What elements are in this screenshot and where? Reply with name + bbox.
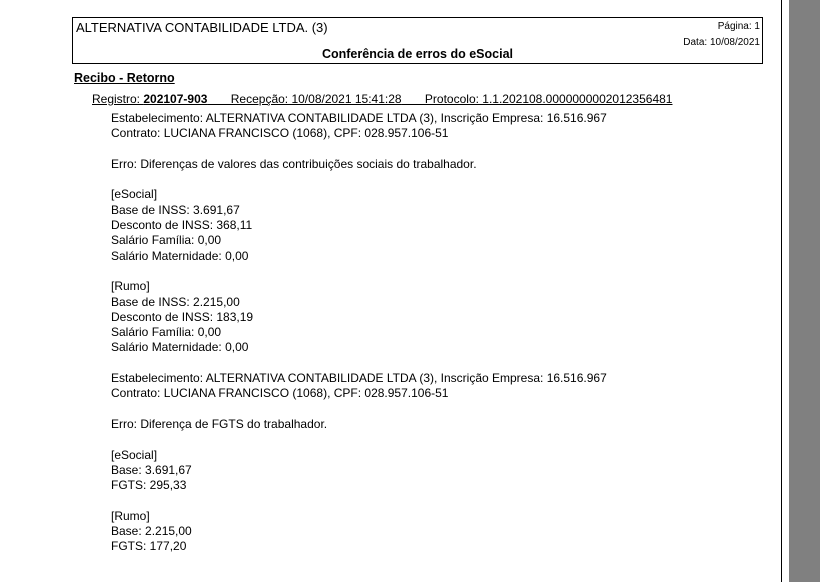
registro-label: Registro: [92, 92, 144, 106]
detail-line: Desconto de INSS: 368,11 [111, 218, 253, 233]
detail-line: Contrato: LUCIANA FRANCISCO (1068), CPF: 028.957.106-51 [111, 386, 449, 401]
section-heading: Recibo - Retorno [74, 71, 175, 85]
detail-line: Salário Maternidade: 0,00 [111, 248, 249, 263]
blank-line [111, 432, 607, 447]
detail-line: [Rumo] [111, 508, 150, 523]
report-title: Conferência de erros do eSocial [321, 47, 514, 61]
detail-line: Salário Família: 0,00 [111, 233, 222, 248]
recepcao-text: Recepção: 10/08/2021 15:41:28 [207, 92, 402, 106]
blank-line [111, 264, 607, 279]
blank-line [111, 493, 607, 508]
detail-line: Base: 3.691,67 [111, 462, 192, 477]
detail-line: Estabelecimento: ALTERNATIVA CONTABILIDADE LTDA (3), Inscrição Empresa: 16.516.967 [111, 111, 607, 125]
error-details [111, 111, 607, 555]
detail-line: Erro: Diferença de FGTS do trabalhador. [111, 416, 328, 431]
detail-line: Desconto de INSS: 183,19 [111, 309, 254, 324]
report-header [72, 17, 763, 64]
report-date: Data: 10/08/2021 [683, 37, 760, 48]
detail-line: Base: 2.215,00 [111, 524, 192, 539]
blank-line [111, 356, 607, 371]
registro-line [92, 92, 672, 106]
detail-line: Base de INSS: 2.215,00 [111, 294, 240, 309]
detail-line: Base de INSS: 3.691,67 [111, 202, 240, 217]
detail-line: Salário Maternidade: 0,00 [111, 340, 249, 355]
protocolo-text: Protocolo: 1.1.202108.0000000002012356481 [401, 92, 673, 106]
blank-line [111, 142, 607, 157]
detail-line: [eSocial] [111, 447, 158, 462]
detail-line: Contrato: LUCIANA FRANCISCO (1068), CPF: 028.957.106-51 [111, 126, 449, 141]
detail-line: [Rumo] [111, 279, 150, 294]
blank-line [111, 402, 607, 417]
detail-line: FGTS: 295,33 [111, 478, 187, 493]
page-number: Página: 1 [717, 21, 760, 32]
detail-line: Estabelecimento: ALTERNATIVA CONTABILIDADE LTDA (3), Inscrição Empresa: 16.516.967 [111, 371, 607, 386]
detail-line: [eSocial] [111, 187, 158, 202]
registro-number: 202107-903 [143, 92, 208, 106]
detail-line: FGTS: 177,20 [111, 539, 187, 554]
viewer-background [789, 0, 820, 582]
detail-line: Salário Família: 0,00 [111, 325, 222, 340]
blank-line [111, 172, 607, 187]
company-name: ALTERNATIVA CONTABILIDADE LTDA. (3) [76, 20, 328, 35]
detail-line: Erro: Diferenças de valores das contribuições sociais do trabalhador. [111, 156, 477, 171]
